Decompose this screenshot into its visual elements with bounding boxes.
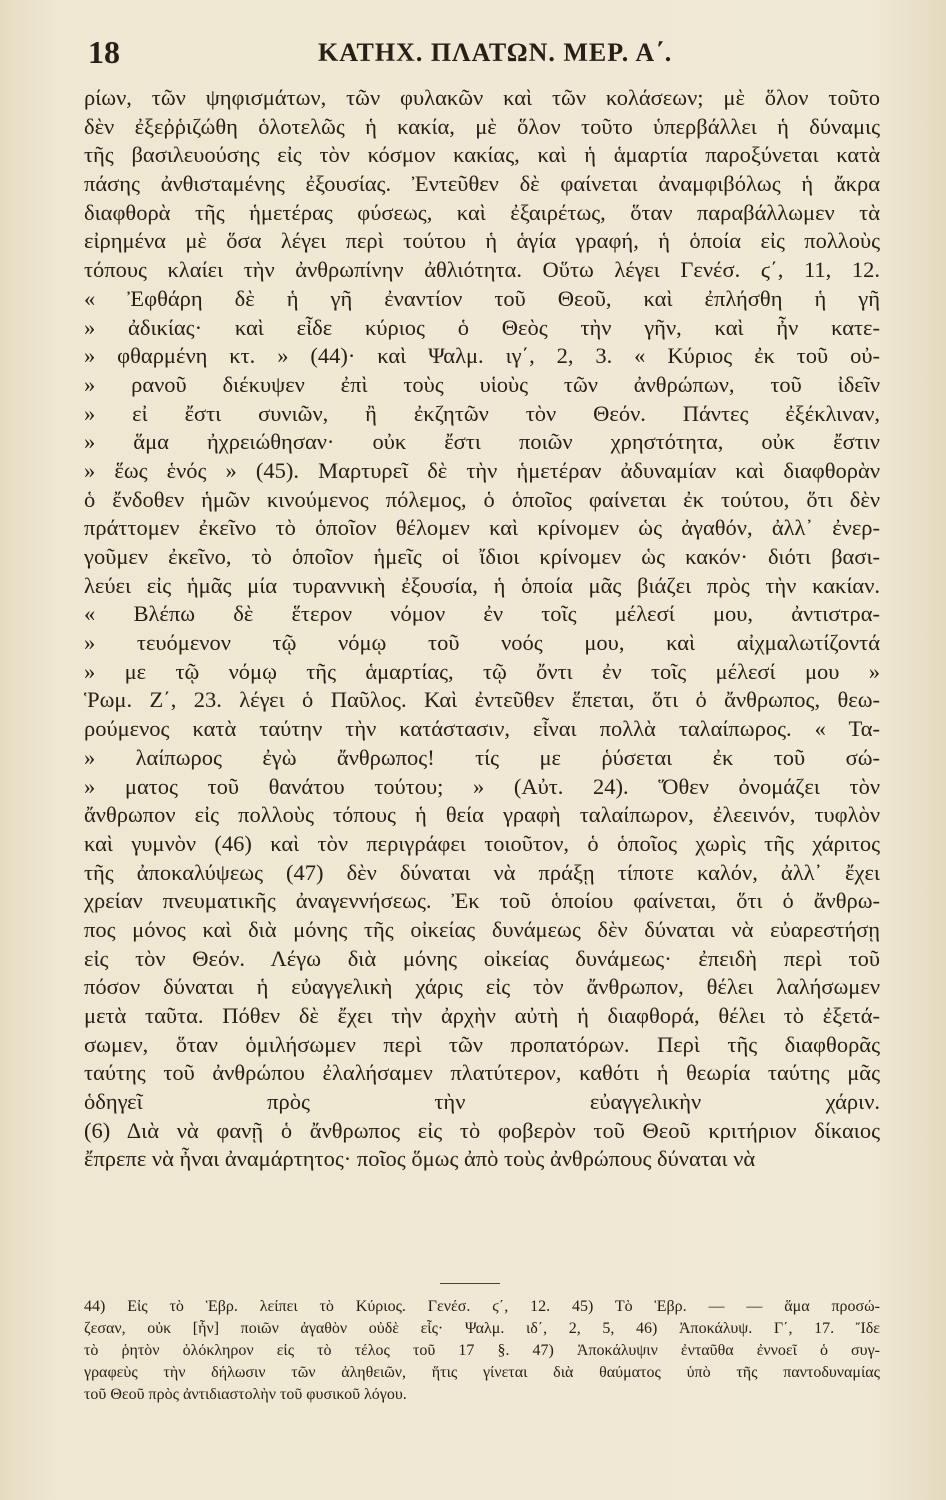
text-line: » τευόμενον τῷ νόμῳ τοῦ νοός μου, καὶ αἰχμαλωτίζοντά (84, 630, 880, 656)
footnotes (84, 1296, 880, 1406)
text-line: « Βλέπω δὲ ἕτερον νόμον ἐν τοῖς μέλεσί μου, ἀντιστρα- (84, 601, 880, 627)
text-line: » ματος τοῦ θανάτου τούτου; » (Αὐτ. 24). Ὅθεν ὀνομάζει τὸν (84, 773, 880, 799)
text-line: ἔπρεπε νὰ ἦναι ἀναμάρτητος· ποῖος ὅμως ἀπὸ τοὺς ἀνθρώπους δύναται νὰ (84, 1146, 756, 1172)
text-line: » ρανοῦ διέκυψεν ἐπὶ τοὺς υἱοὺς τῶν ἀνθρώπων, τοῦ ἰδεῖν (84, 371, 880, 397)
text-line: ταύτης τοῦ ἀνθρώπου ἐλαλήσαμεν πλατύτερον, καθότι ἡ θεωρία ταύτης μᾶς (84, 1060, 880, 1086)
text-line: ρίων, τῶν ψηφισμάτων, τῶν φυλακῶν καὶ τῶν κολάσεων; μὲ ὅλον τοῦτο (84, 85, 880, 110)
text-line: καὶ γυμνὸν (46) καὶ τὸν περιγράφει τοιοῦτον, ὁ ὁποῖος χωρὶς τῆς χάριτος (84, 830, 880, 856)
text-line: πόσον δύναται ἡ εὐαγγελικὴ χάρις εἰς τὸν ἄνθρωπον, θέλει λαλήσωμεν (84, 974, 880, 1000)
text-line: » με τῷ νόμῳ τῆς ἁμαρτίας, τῷ ὄντι ἐν τοῖς μέλεσί μου » (84, 658, 880, 684)
text-line: γοῦμεν ἐκεῖνο, τὸ ὁποῖον ἡμεῖς οἱ ἴδιοι κρίνομεν ὡς κακόν· διότι βασι- (84, 544, 880, 569)
page-number: 18 (88, 34, 120, 70)
footnote-line: 44) Εἰς τὸ Ἑβρ. λείπει τὸ Κύριος. Γενέσ. ϛ΄, 12. 45) Τὸ Ἑβρ. — — ἅμα προσώ- (84, 1298, 880, 1315)
page-header (88, 34, 876, 74)
text-line: Ῥωμ. Ζ΄, 23. λέγει ὁ Παῦλος. Καὶ ἐντεῦθεν ἕπεται, ὅτι ὁ ἄνθρωπος, θεω- (84, 687, 880, 713)
footnote-line: τὸ ῥητὸν ὁλόκληρον εἰς τὸ τέλος τοῦ 17 §. 47) Ἀποκάλυψιν ἐνταῦθα ἐννοεῖ ὁ συγ- (84, 1342, 880, 1359)
text-line: (6) Διὰ νὰ φανῇ ὁ ἄνθρωπος εἰς τὸ φοβερὸν τοῦ Θεοῦ κριτήριον δίκαιος (84, 1117, 880, 1143)
text-line: » ἅμα ἠχρειώθησαν· οὐκ ἔστι ποιῶν χρηστότητα, οὐκ ἔστιν (84, 429, 880, 455)
text-line: » ἀδικίας· καὶ εἶδε κύριος ὁ Θεὸς τὴν γῆν, καὶ ἦν κατε- (84, 314, 880, 340)
text-line: « Ἐφθάρη δὲ ἡ γῆ ἐναντίον τοῦ Θεοῦ, καὶ ἐπλήσθη ἡ γῆ (84, 285, 880, 311)
text-line: πος μόνος καὶ διὰ μόνης τῆς οἰκείας δυνάμεως δὲν δύναται νὰ εὐαρεστήσῃ (84, 916, 880, 942)
text-line: τῆς βασιλευούσης εἰς τὸν κόσμον κακίας, καὶ ἡ ἁμαρτία παροξύνεται κατὰ (84, 142, 880, 168)
footnote-line: ζεσαν, οὐκ [ἦν] ποιῶν ἀγαθὸν οὐδὲ εἷς· Ψαλμ. ιδ΄, 2, 5, 46) Ἀποκάλυψ. Γ΄, 17. Ἴδε (84, 1320, 880, 1337)
text-line: διαφθορὰ τῆς ἡμετέρας φύσεως, καὶ ἐξαιρέτως, ὅταν παραβάλλωμεν τὰ (84, 199, 880, 225)
text-line: τόπους κλαίει τὴν ἀνθρωπίνην ἀθλιότητα. Οὕτω λέγει Γενέσ. ϛ΄, 11, 12. (84, 257, 880, 283)
text-line: χρείαν πνευματικῆς ἀναγεννήσεως. Ἐκ τοῦ ὁποίου φαίνεται, ὅτι ὁ ἄνθρω- (84, 888, 880, 914)
text-line: ἄνθρωπον εἰς πολλοὺς τόπους ἡ θεία γραφὴ ταλαίπωρον, ἐλεεινόν, τυφλὸν (84, 802, 880, 828)
footnote-line: γραφεὺς τὴν δήλωσιν τῶν ἀληθειῶν, ἥτις γίνεται διὰ θαύματος ὑπὸ τῆς παντοδυναμίας (84, 1364, 880, 1381)
running-title: ΚΑΤΗΧ. ΠΛΑΤΩΝ. ΜΕΡ. Α΄. (318, 38, 673, 67)
text-line: πράττομεν ἐκεῖνο τὸ ὁποῖον θέλομεν καὶ κρίνομεν ὡς ἀγαθόν, ἀλλ᾿ ἐνερ- (84, 515, 880, 541)
text-line: δὲν ἐξεῤῥιζώθη ὁλοτελῶς ἡ κακία, μὲ ὅλον τοῦτο ὑπερβάλλει ἡ δύναμις (84, 113, 880, 139)
footnote-line: τοῦ Θεοῦ πρὸς ἀντιδιαστολὴν τοῦ φυσικοῦ λόγου. (84, 1386, 407, 1403)
text-line: » εἰ ἔστι συνιῶν, ἢ ἐκζητῶν τὸν Θεόν. Πάντες ἐξέκλιναν, (84, 400, 880, 426)
text-line: εἰρημένα μὲ ὅσα λέγει περὶ τούτου ἡ ἁγία γραφή, ἡ ὁποία εἰς πολλοὺς (84, 228, 880, 254)
text-line: τῆς ἀποκαλύψεως (47) δὲν δύναται νὰ πράξῃ τίποτε καλόν, ἀλλ᾿ ἔχει (84, 859, 880, 885)
text-line: εἰς τὸν Θεόν. Λέγω διὰ μόνης οἰκείας δυνάμεως· ἐπειδὴ περὶ τοῦ (84, 945, 880, 971)
text-line: ρούμενος κατὰ ταύτην τὴν κατάστασιν, εἶναι πολλὰ ταλαίπωρος. « Τα- (84, 716, 880, 742)
text-line: πάσης ἀνθισταμένης ἐξουσίας. Ἐντεῦθεν δὲ φαίνεται ἀναμφιβόλως ἡ ἄκρα (84, 171, 880, 197)
text-line: » φθαρμένη κτ. » (44)· καὶ Ψαλμ. ιγ΄, 2, 3. « Κύριος ἐκ τοῦ οὐ- (84, 343, 880, 369)
text-line: λεύει εἰς ἡμᾶς μία τυραννικὴ ἐξουσία, ἡ ὁποία μᾶς βιάζει πρὸς τὴν κακίαν. (84, 572, 880, 598)
text-line: » λαίπωρος ἐγὼ ἄνθρωπος! τίς με ῥύσεται ἐκ τοῦ σώ- (84, 744, 880, 770)
text-line: ὁ ἔνδοθεν ἡμῶν κινούμενος πόλεμος, ὁ ὁποῖος φαίνεται ἐκ τούτου, ὅτι δὲν (84, 486, 880, 512)
body-text (84, 84, 880, 1174)
text-line: μετὰ ταῦτα. Πόθεν δὲ ἔχει τὴν ἀρχὴν αὐτὴ ἡ διαφθορά, θέλει τὸ ἐξετά- (84, 1003, 880, 1028)
text-line: σωμεν, ὅταν ὁμιλήσωμεν περὶ τῶν προπατόρων. Περὶ τῆς διαφθορᾶς (84, 1031, 880, 1057)
text-line: ὁδηγεῖ πρὸς τὴν εὐαγγελικὴν χάριν. (84, 1089, 880, 1115)
text-line: » ἕως ἑνός » (45). Μαρτυρεῖ δὲ τὴν ἡμετέραν ἀδυναμίαν καὶ διαφθορὰν (84, 457, 880, 483)
footnote-rule (440, 1283, 500, 1284)
